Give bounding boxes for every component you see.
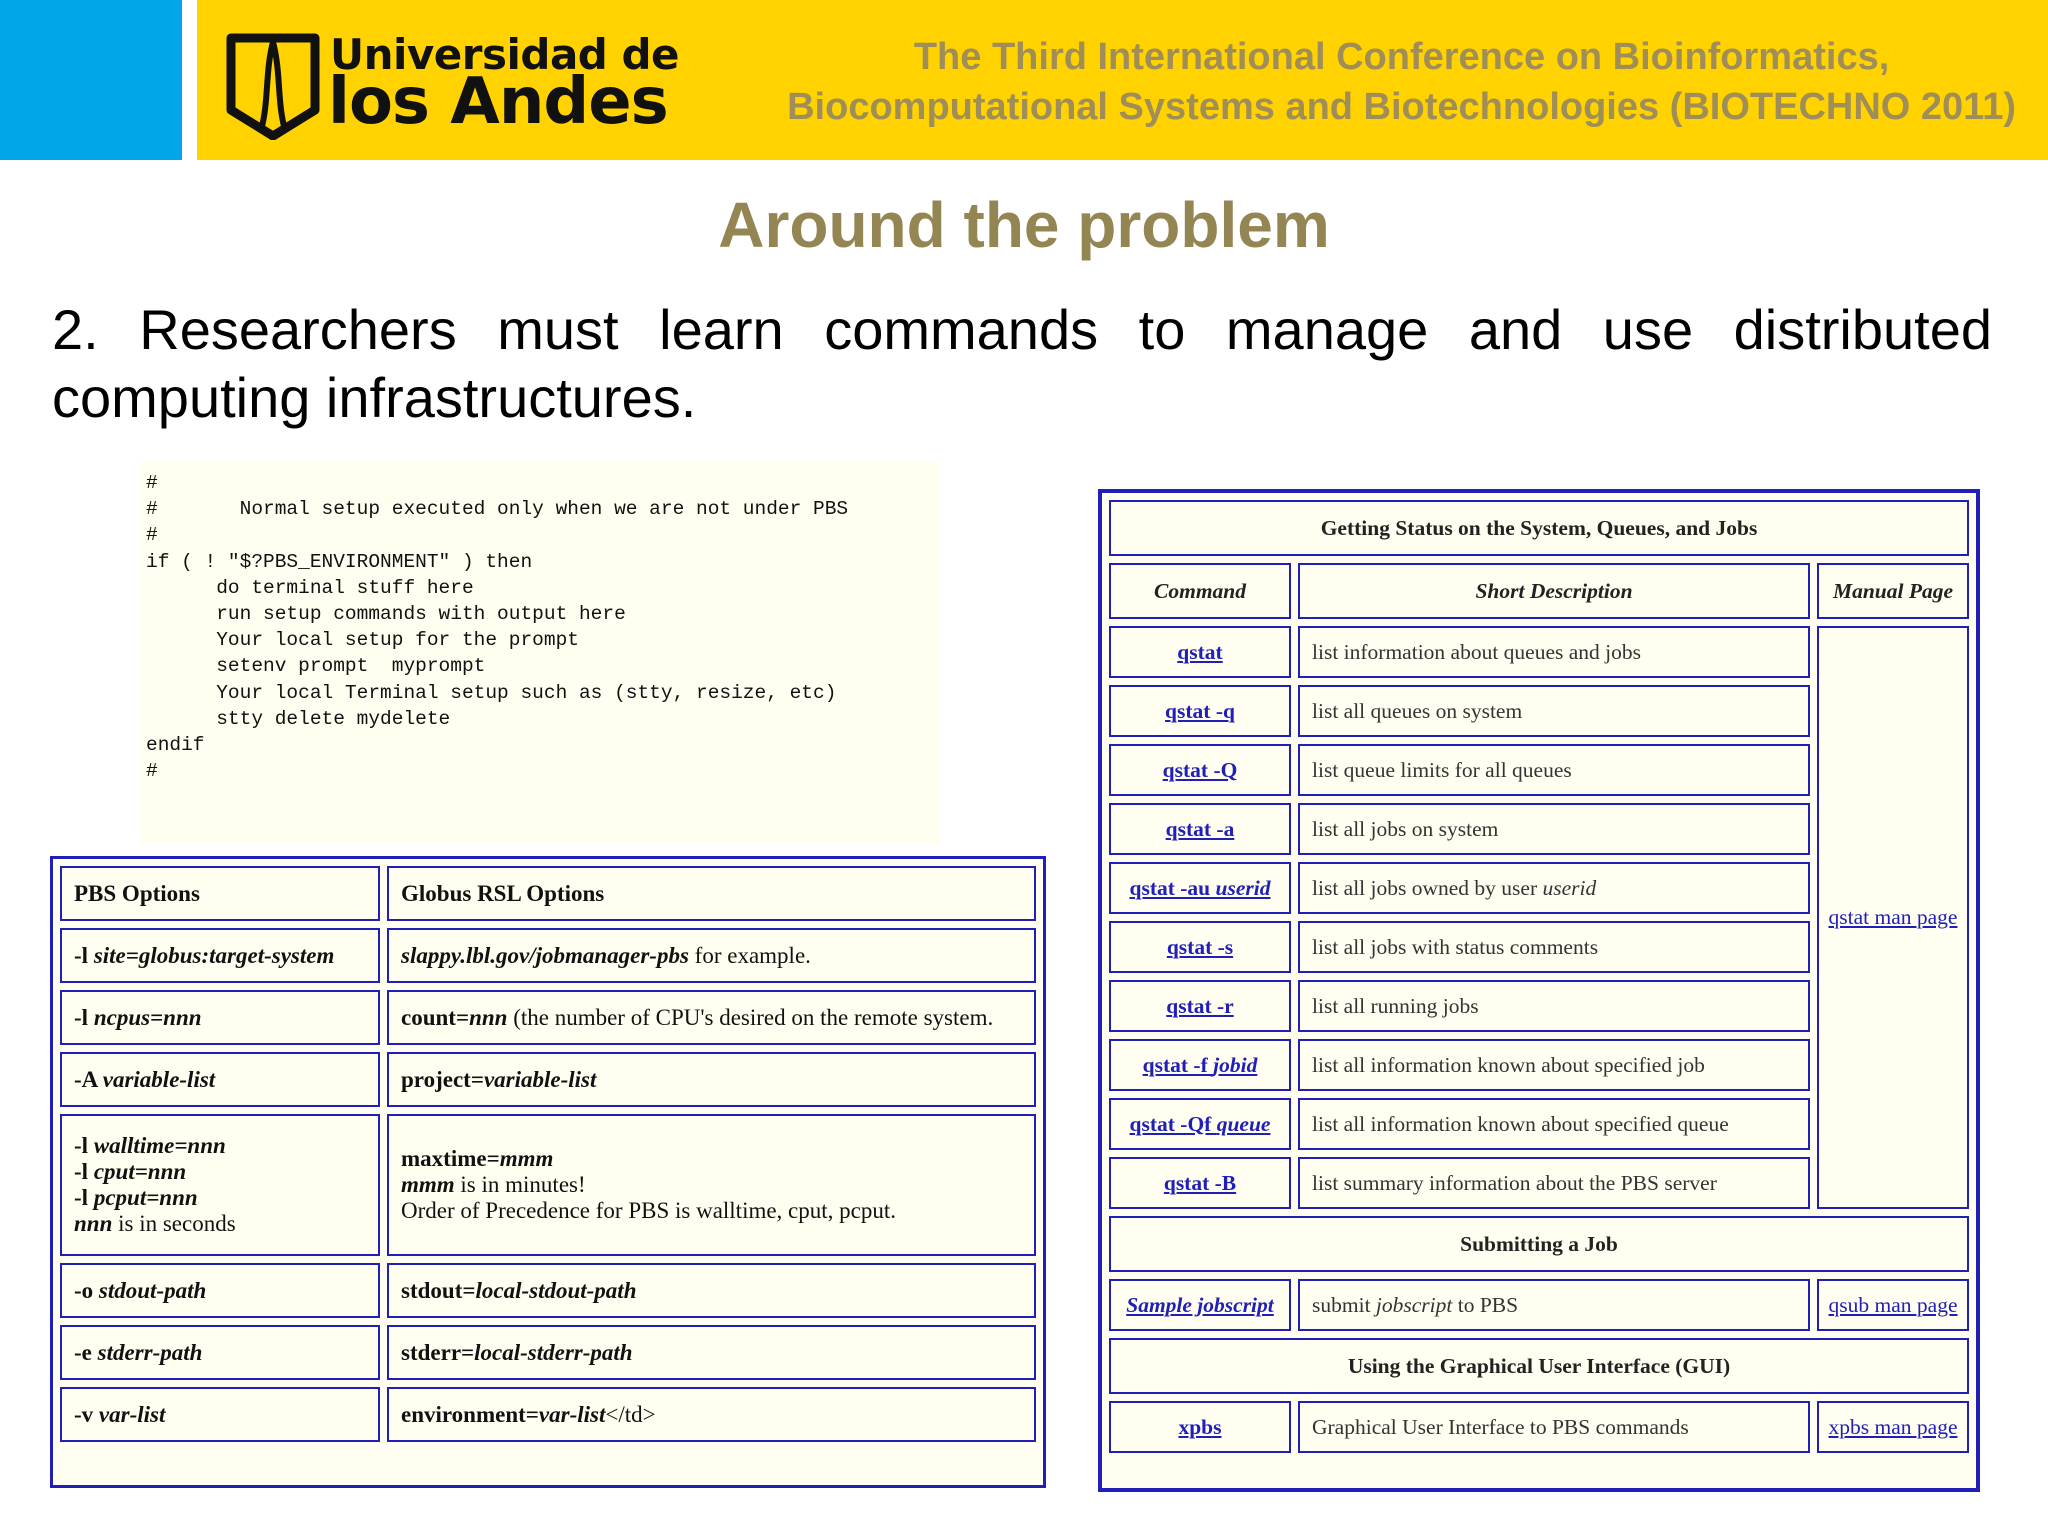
option-value: slappy.lbl.gov/jobmanager-pbs — [401, 942, 689, 968]
description-text: to PBS — [1452, 1292, 1519, 1317]
description-cell: list all queues on system — [1298, 685, 1810, 737]
command-cell — [1109, 744, 1291, 796]
option-value: stderr-path — [97, 1339, 203, 1365]
description-cell: list all information known about specified queue — [1298, 1098, 1810, 1150]
pbs-option-cell — [60, 928, 380, 983]
code-line: endif — [146, 734, 205, 757]
conference-line2: Biocomputational Systems and Biotechnologies (BIOTECHNO 2011) — [787, 86, 2016, 128]
globus-option-cell — [387, 1052, 1036, 1107]
command-arg: queue — [1216, 1111, 1271, 1136]
table-row — [60, 928, 1036, 983]
column-header-globus: Globus RSL Options — [387, 866, 1036, 921]
logo-text-line2: los Andes — [328, 65, 668, 139]
manual-cell — [1817, 626, 1969, 1209]
command-link[interactable] — [1130, 876, 1271, 900]
command-link[interactable]: qstat -B — [1163, 1170, 1237, 1195]
table-header-row — [1109, 563, 1969, 619]
option-value: cput=nnn — [93, 1159, 187, 1184]
qsub-man-page-link[interactable]: qsub man page — [1828, 1292, 1958, 1317]
code-line: do terminal stuff here — [146, 576, 474, 599]
xpbs-man-page-link[interactable]: xpbs man page — [1828, 1414, 1958, 1439]
command-link[interactable]: qstat -r — [1166, 993, 1234, 1018]
table-title-row — [1109, 500, 1969, 556]
option-value: variable-list — [483, 1066, 597, 1092]
command-cell — [1109, 1039, 1291, 1091]
code-line: Your local setup for the prompt — [146, 629, 579, 652]
command-cell — [1109, 1098, 1291, 1150]
option-note: </td> — [605, 1401, 656, 1427]
code-line: # Normal setup executed only when we are not under PBS — [146, 498, 849, 521]
code-line: setenv prompt myprompt — [146, 655, 486, 678]
command-link[interactable]: qstat -Q — [1162, 757, 1238, 782]
pbs-option-cell — [60, 1114, 380, 1256]
table-row — [1109, 626, 1969, 678]
description-cell: list all information known about specified job — [1298, 1039, 1810, 1091]
option-note: for example. — [688, 942, 811, 968]
column-header-pbs: PBS Options — [60, 866, 380, 921]
globus-option-cell — [387, 1387, 1036, 1442]
option-value: ncpus=nnn — [93, 1004, 202, 1030]
globus-option-cell — [387, 1325, 1036, 1380]
option-key: project= — [401, 1066, 484, 1092]
description-cell: list all jobs with status comments — [1298, 921, 1810, 973]
code-line: stty delete mydelete — [146, 707, 451, 730]
code-line: run setup commands with output here — [146, 603, 626, 626]
pbs-option-cell — [60, 1052, 380, 1107]
command-cell — [1109, 1401, 1291, 1453]
option-flag: -l — [74, 1185, 94, 1210]
option-key: stdout= — [401, 1277, 476, 1303]
option-flag: -l — [74, 942, 94, 968]
slide-title: Around the problem — [718, 189, 1330, 261]
command-link[interactable] — [1130, 1112, 1271, 1136]
pbs-globus-options-table — [50, 856, 1046, 1488]
command-arg: userid — [1215, 875, 1271, 900]
option-flag: -e — [74, 1339, 98, 1365]
xpbs-link[interactable]: xpbs — [1178, 1414, 1222, 1439]
column-header-command: Command — [1109, 563, 1291, 619]
description-cell: list summary information about the PBS server — [1298, 1157, 1810, 1209]
option-value: variable-list — [102, 1066, 216, 1092]
slide-header — [0, 0, 2048, 160]
code-line: # — [146, 760, 158, 783]
section-title-gui: Using the Graphical User Interface (GUI) — [1109, 1338, 1969, 1394]
pbs-script-code — [140, 462, 940, 844]
table-row — [60, 990, 1036, 1045]
description-cell: Graphical User Interface to PBS commands — [1298, 1401, 1810, 1453]
table-row — [60, 1325, 1036, 1380]
option-flag: -A — [74, 1066, 103, 1092]
problem-statement: 2. Researchers must learn commands to manage and use distributed computing infrastructures. — [52, 298, 1992, 429]
table-row — [1109, 1279, 1969, 1331]
command-cell — [1109, 626, 1291, 678]
command-cell — [1109, 685, 1291, 737]
table-title: Getting Status on the System, Queues, and Jobs — [1109, 500, 1969, 556]
option-value: nnn — [74, 1211, 113, 1236]
option-flag: -l — [74, 1133, 94, 1158]
command-text: qstat -f — [1142, 1052, 1214, 1077]
description-arg: userid — [1542, 875, 1597, 900]
globus-option-cell — [387, 1263, 1036, 1318]
manual-cell — [1817, 1401, 1969, 1453]
option-note: (the number of CPU's desired on the remote system. — [507, 1004, 994, 1030]
pbs-option-cell — [60, 1387, 380, 1442]
command-link[interactable]: qstat -s — [1166, 934, 1234, 959]
option-note: Order of Precedence for PBS is walltime, cput, pcput. — [401, 1198, 897, 1223]
option-flag: -l — [74, 1004, 94, 1030]
option-flag: -o — [74, 1277, 99, 1303]
option-flag: -v — [74, 1401, 99, 1427]
conference-name — [787, 32, 2016, 132]
table-row — [60, 1114, 1036, 1256]
pbs-status-commands-table — [1098, 489, 1980, 1492]
logo-emblem-icon — [225, 32, 321, 140]
code-line: # — [146, 472, 158, 494]
globus-option-cell — [387, 928, 1036, 983]
description-cell — [1298, 862, 1810, 914]
conference-line1: The Third International Conference on Bioinformatics, — [913, 36, 1890, 78]
code-line: # — [146, 524, 158, 547]
description-cell: list all running jobs — [1298, 980, 1810, 1032]
command-cell — [1109, 1279, 1291, 1331]
table-row — [60, 1387, 1036, 1442]
option-value: nnn — [469, 1004, 508, 1030]
description-arg: jobscript — [1375, 1292, 1453, 1317]
option-value: mmm — [499, 1146, 554, 1171]
command-cell — [1109, 921, 1291, 973]
code-line: Your local Terminal setup such as (stty, resize, etc) — [146, 681, 837, 704]
option-value: pcput=nnn — [93, 1185, 198, 1210]
option-value: var-list — [538, 1401, 606, 1427]
description-cell: list queue limits for all queues — [1298, 744, 1810, 796]
pbs-option-cell — [60, 1263, 380, 1318]
option-value: stdout-path — [98, 1277, 207, 1303]
command-cell — [1109, 862, 1291, 914]
table-row — [60, 1263, 1036, 1318]
section-row — [1109, 1216, 1969, 1272]
command-cell — [1109, 1157, 1291, 1209]
header-blue-block — [0, 0, 182, 160]
command-cell — [1109, 803, 1291, 855]
description-cell — [1298, 1279, 1810, 1331]
command-cell — [1109, 980, 1291, 1032]
option-key: count= — [401, 1004, 470, 1030]
logo-text-line1: Universidad de — [330, 30, 680, 79]
section-row — [1109, 1338, 1969, 1394]
command-text: qstat -au — [1129, 875, 1216, 900]
command-link[interactable]: qstat -q — [1165, 698, 1235, 723]
command-link[interactable]: qstat -a — [1165, 816, 1235, 841]
column-header-manual: Manual Page — [1817, 563, 1969, 619]
option-note: is in seconds — [112, 1211, 236, 1236]
description-text: list all jobs owned by user — [1312, 875, 1543, 900]
option-value: var-list — [98, 1401, 166, 1427]
option-value: mmm — [401, 1172, 455, 1197]
option-flag: -l — [74, 1159, 94, 1184]
globus-option-cell — [387, 1114, 1036, 1256]
code-line: if ( ! "$?PBS_ENVIRONMENT" ) then — [146, 550, 533, 573]
column-header-description: Short Description — [1298, 563, 1810, 619]
command-text: qstat -Qf — [1129, 1111, 1217, 1136]
manual-cell — [1817, 1279, 1969, 1331]
table-row — [60, 1052, 1036, 1107]
option-value: local-stdout-path — [475, 1277, 637, 1303]
command-link[interactable] — [1143, 1053, 1258, 1077]
command-link[interactable]: qstat — [1177, 639, 1223, 664]
description-cell: list all jobs on system — [1298, 803, 1810, 855]
pbs-option-cell — [60, 1325, 380, 1380]
qstat-man-page-link[interactable]: qstat man page — [1828, 905, 1958, 929]
option-key: maxtime= — [401, 1146, 500, 1171]
section-title-submit: Submitting a Job — [1109, 1216, 1969, 1272]
description-cell: list information about queues and jobs — [1298, 626, 1810, 678]
university-logo — [225, 28, 680, 140]
table-row — [1109, 1401, 1969, 1453]
option-value: local-stderr-path — [474, 1339, 633, 1365]
table-header-row — [60, 866, 1036, 921]
command-arg: jobid — [1213, 1052, 1258, 1077]
option-key: stderr= — [401, 1339, 475, 1365]
option-value: site=globus:target-system — [93, 942, 335, 968]
pbs-option-cell — [60, 990, 380, 1045]
option-key: environment= — [401, 1401, 539, 1427]
option-note: is in minutes! — [454, 1172, 586, 1197]
option-value: walltime=nnn — [93, 1133, 226, 1158]
globus-option-cell — [387, 990, 1036, 1045]
description-text: submit — [1312, 1292, 1376, 1317]
sample-jobscript-link[interactable]: Sample jobscript — [1126, 1292, 1274, 1317]
